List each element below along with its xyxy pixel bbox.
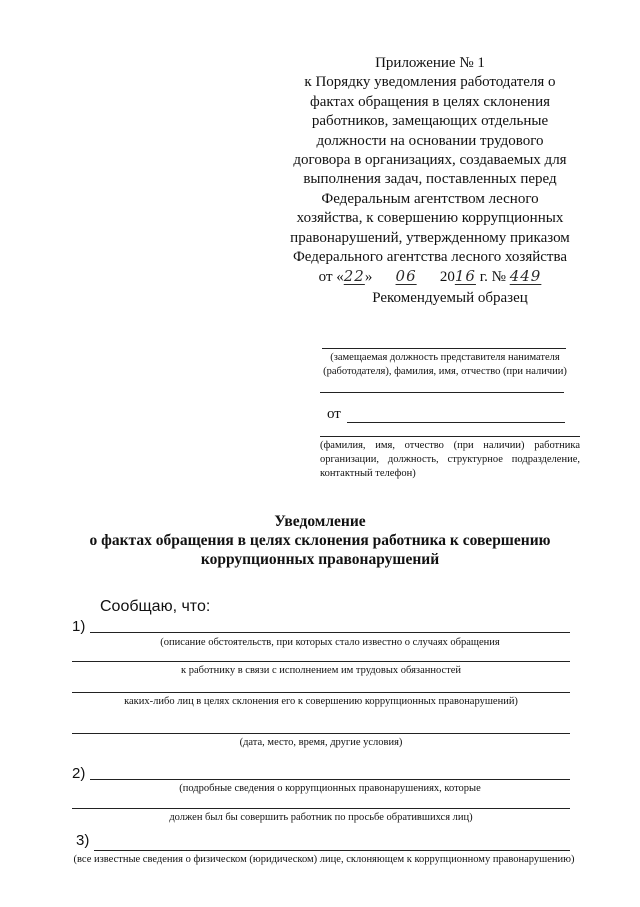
- item-number: 1): [72, 618, 86, 635]
- addressee-field-line-2: [320, 392, 564, 393]
- item1-field-line-2: [72, 661, 570, 662]
- appendix-line: к Порядку уведомления работодателя о: [304, 74, 556, 91]
- intro-text: Сообщаю, что:: [100, 598, 211, 615]
- item2-caption: (подробные сведения о коррупционных правонарушениях, которые: [179, 783, 481, 794]
- order-year: 16: [454, 267, 476, 286]
- title-line: Уведомление: [274, 513, 366, 530]
- addressee-field-line: [322, 348, 566, 349]
- order-number: 449: [509, 267, 542, 286]
- appendix-line: выполнения задач, поставленных перед: [303, 171, 557, 188]
- date-prefix: от «: [318, 269, 344, 286]
- item3-caption: (все известные сведения о физическом (юридическом) лице, склоняющем к коррупционному правонарушению): [73, 854, 575, 865]
- appendix-line: хозяйства, к совершению коррупционных: [296, 210, 564, 227]
- item1-caption: каких-либо лиц в целях склонения его к совершению коррупционных правонарушений): [124, 696, 518, 707]
- item1-caption: (дата, место, время, другие условия): [239, 737, 403, 748]
- appendix-line: Федерального агентства лесного хозяйства: [292, 249, 568, 266]
- title-line: о фактах обращения в целях склонения работника к совершению: [89, 532, 551, 549]
- item3-field-line: [94, 850, 570, 851]
- appendix-heading: [270, 54, 590, 288]
- item1-field-line-3: [72, 692, 570, 693]
- appendix-line: фактах обращения в целях склонения: [309, 93, 551, 110]
- order-day: 22: [343, 267, 365, 286]
- sender-caption: (фамилия, имя, отчество (при наличии) работника организации, должность, структурное подразделение, контактный телефон): [320, 440, 580, 479]
- date-mid: »: [364, 269, 377, 286]
- order-date-line: [270, 267, 590, 287]
- appendix-line: должности на основании трудового: [316, 132, 544, 149]
- appendix-line: Федеральным агентством лесного: [321, 190, 539, 207]
- appendix-line: договора в организациях, создаваемых для: [293, 152, 567, 169]
- item1-field-line-4: [72, 733, 570, 734]
- order-month: 06: [395, 267, 417, 286]
- item1-caption: к работнику в связи с исполнением им трудовых обязанностей: [180, 665, 462, 676]
- from-label: от: [327, 406, 341, 422]
- sender-field-line-2: [320, 436, 580, 437]
- appendix-line: Приложение № 1: [375, 55, 485, 71]
- item1-caption: (описание обстоятельств, при которых стало известно о случаях обращения: [160, 637, 500, 648]
- item2-field-line-2: [72, 808, 570, 809]
- sender-field-line: [347, 422, 565, 423]
- addressee-caption: (замещаемая должность представителя нанимателя (работодателя), фамилия, имя, отчество (при наличии): [323, 352, 567, 377]
- item-number: 3): [76, 832, 90, 849]
- notification-title: [60, 512, 580, 569]
- date-year-prefix: 20: [436, 269, 455, 286]
- title-line: коррупционных правонарушений: [200, 551, 440, 568]
- item-number: 2): [72, 765, 86, 782]
- appendix-line: правонарушений, утвержденному приказом: [290, 229, 570, 246]
- recommended-sample-label: Рекомендуемый образец: [372, 290, 528, 306]
- appendix-line: работников, замещающих отдельные: [311, 113, 549, 130]
- item1-field-line: [90, 632, 570, 633]
- item2-field-line: [90, 779, 570, 780]
- date-number-prefix: г. №: [475, 269, 510, 286]
- item2-caption: должен был бы совершить работник по просьбе обратившихся лиц): [169, 812, 473, 823]
